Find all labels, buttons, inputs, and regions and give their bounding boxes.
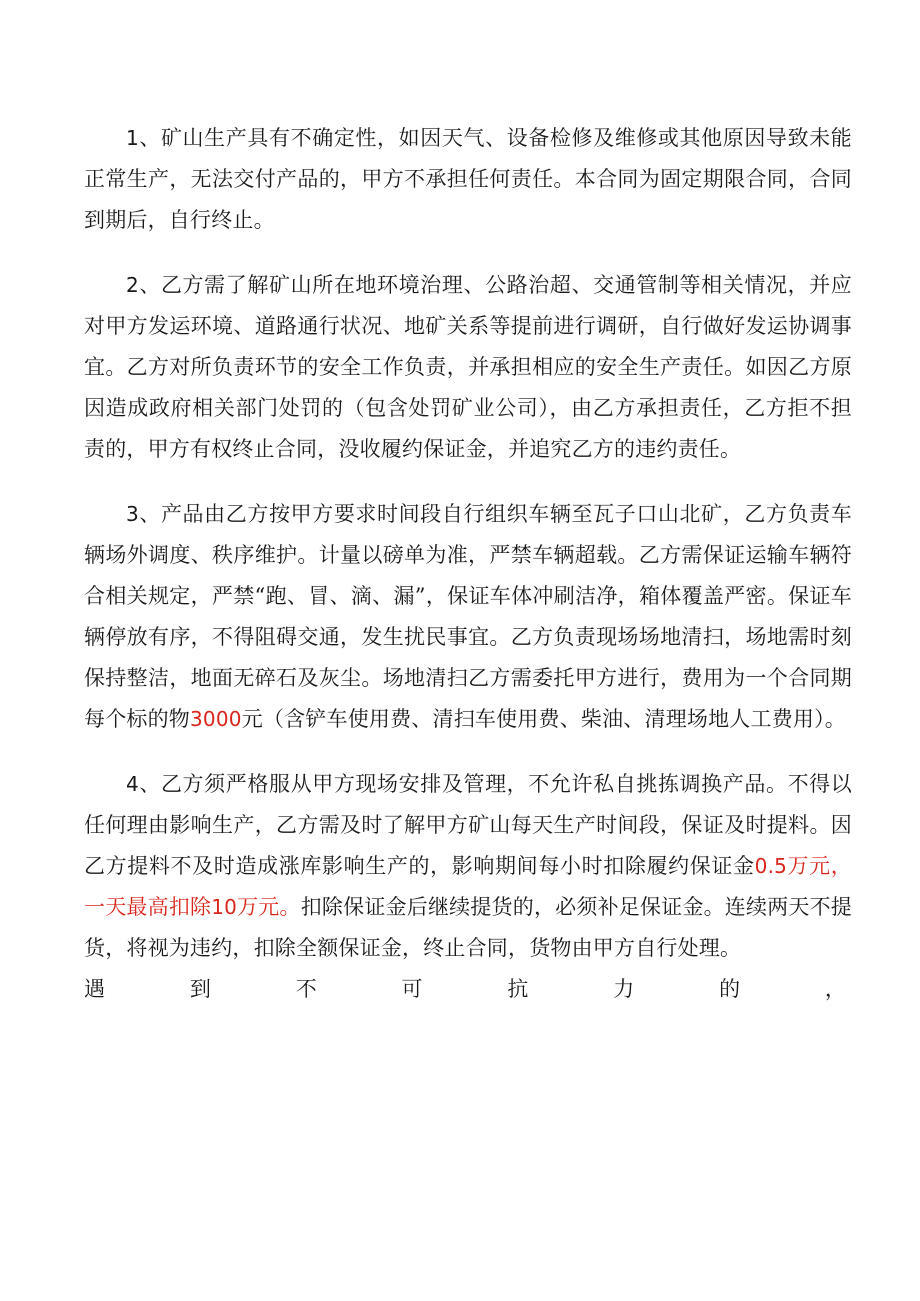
force-majeure-char: 到: [189, 977, 211, 1001]
clause-1-segment: 1: [126, 126, 139, 150]
clause-2-segment: 、乙方需了解矿山所在地环境治理、公路治超、交通管制等相关情况，并应对甲方发运环境、道路通行状况、地矿关系等提前进行调研，自行做好发运协调事宜。乙方对所负责环节的安全工作负责，并承担相应的安全生产责任。如因乙方原因造成政府相关部门处罚的（包含处罚矿业公司），由乙方承担责任，乙方拒不担责的，甲方有权终止合同，没收履约保证金，并追究乙方的违约责任。: [84, 273, 852, 461]
clause-3-segment: 元（含铲车使用费、清扫车使用费、柴油、清理场地人工费用）。: [241, 707, 847, 731]
clause-4-segment: 0.5: [754, 854, 788, 878]
clause-2-segment: 2: [126, 273, 139, 297]
clause-paragraph-1: [84, 118, 852, 241]
clause-paragraph-2: [84, 265, 852, 470]
clause-3-segment: 、产品由乙方按甲方要求时间段自行组织车辆至瓦子口山北矿，乙方负责车辆场外调度、秩序维护。计量以磅单为准，严禁车辆超载。乙方需保证运输车辆符合相关规定，严禁“跑、冒、滴、漏”，保证车体冲刷洁净，箱体覆盖严密。保证车辆停放有序，不得阻碍交通，发生扰民事宜。乙方负责现场场地清扫，场地需时刻保持整洁，地面无碎石及灰尘。场地清扫乙方需委托甲方进行，费用为一个合同期每个标的物: [84, 502, 852, 731]
force-majeure-char: 不: [295, 977, 317, 1001]
clause-1-segment: 、矿山生产具有不确定性，如因天气、设备检修及维修或其他原因导致未能正常生产，无法交付产品的，甲方不承担任何责任。本合同为固定期限合同，合同到期后，自行终止。: [84, 126, 852, 232]
force-majeure-char: 力: [613, 977, 635, 1001]
force-majeure-char: 可: [401, 977, 423, 1001]
clause-4-segment: 扣除保证金后继续提货的，必须补足保证金。连续两天不提货，将视为违约，扣除全额保证金，终止合同，货物由甲方自行处理。: [84, 895, 853, 960]
force-majeure-char: 抗: [507, 977, 529, 1001]
clause-4-segment: 万元。: [237, 895, 301, 919]
force-majeure-line: [84, 969, 846, 1010]
clause-3-segment: 3000: [190, 707, 242, 731]
force-majeure-char: ，: [824, 977, 846, 1001]
force-majeure-char: 遇: [84, 977, 105, 1001]
force-majeure-char: 的: [719, 977, 741, 1001]
clause-4-segment: 4: [126, 772, 139, 796]
document-page: [84, 118, 852, 1010]
clause-3-segment: 3: [126, 502, 139, 526]
clause-4-segment: 10: [211, 895, 238, 919]
clause-paragraph-3: [84, 494, 852, 740]
clause-4-segment: 、乙方须严格服从甲方现场安排及管理，不允许私自挑拣调换产品。不得以任何理由影响生产，乙方需及时了解甲方矿山每天生产时间段，保证及时提料。因乙方提料不及时造成涨库影响生产的，影响期间每小时扣除履约保证金: [84, 772, 852, 878]
clause-4-segment: 万元，一天最高扣除: [84, 854, 852, 919]
clause-paragraph-4: [84, 764, 852, 969]
